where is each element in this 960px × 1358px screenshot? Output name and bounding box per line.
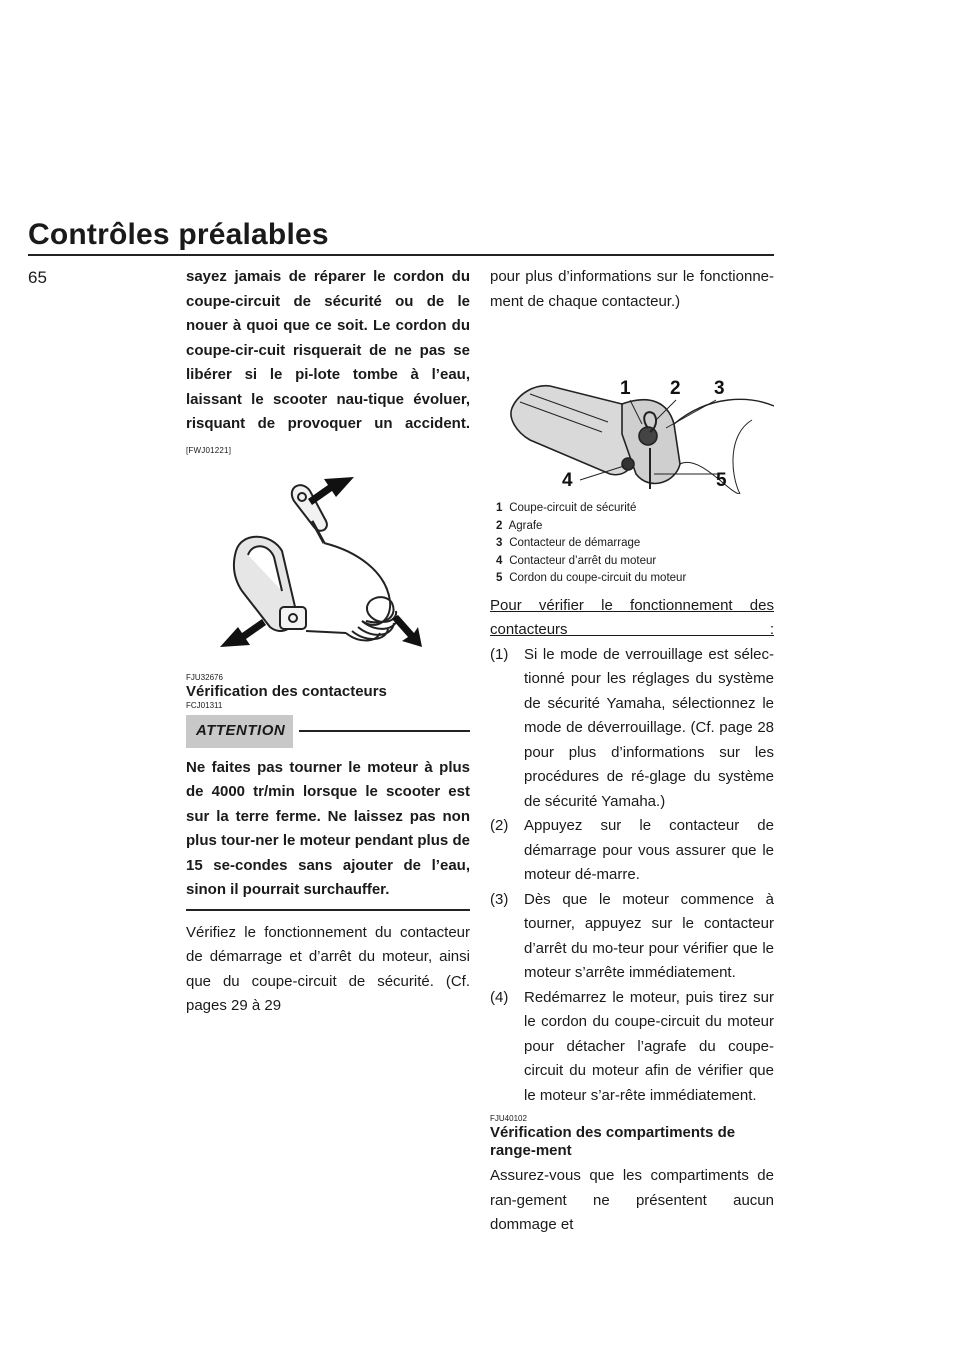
- attention-badge: ATTENTION: [186, 715, 293, 748]
- legend-item: 4 Contacteur d’arrêt du moteur: [496, 554, 657, 567]
- procedure-step: (3) Dès que le moteur commence à tourner, appuyez sur le contacteur d’arrêt du mo-teur pour vérifier que le moteur s’arrête immédiatement.: [490, 890, 774, 981]
- header-divider: [28, 254, 774, 256]
- procedure-heading: Pour vérifier le fonctionnement des contacteurs :: [490, 596, 774, 638]
- attention-end-divider: [186, 909, 470, 911]
- attention-divider: [299, 730, 470, 732]
- callout-1: 1: [620, 378, 631, 399]
- warning-text: sayez jamais de réparer le cordon du coupe-circuit de sécurité ou de le nouer à quoi que ce soit. Le cordon du coupe-cir-cuit risquerait de ne pas se libérer si le pi-lote tombe à l’eau, laissant le scooter nau-tique évoluer, risquant de provoquer un accident.: [186, 268, 470, 432]
- right-column: [490, 265, 774, 1238]
- body-paragraph: Vérifiez le fonctionnement du contacteur de démarrage et d’arrêt du moteur, ainsi que du coupe-circuit de sécurité. (Cf. pages 29 à 29: [186, 923, 470, 1014]
- procedure-step: (1) Si le mode de verrouillage est sélec-tionné pour les réglages du système de sécurité Yamaha, sélectionnez le mode de déverrouillage. (Cf. page 28 pour plus d’informations sur les procédures de ré-glage du système de sécurité Yamaha.): [490, 645, 774, 810]
- left-column: [186, 265, 470, 1019]
- legend-item: 3 Contacteur de démarrage: [496, 537, 641, 549]
- page-number: 65: [28, 268, 47, 287]
- legend-item: 1 Coupe-circuit de sécurité: [496, 502, 637, 514]
- callout-3: 3: [714, 378, 725, 399]
- attention-header: [186, 715, 470, 748]
- callout-5: 5: [716, 470, 727, 491]
- legend-item: 5 Cordon du coupe-circuit du moteur: [496, 572, 687, 584]
- continued-paragraph: pour plus d’informations sur le fonctionne-ment de chaque contacteur.): [490, 268, 774, 310]
- section-heading: Vérification des contacteurs: [186, 683, 387, 700]
- handlebar-switch-figure: [490, 324, 774, 494]
- legend-item: 2 Agrafe: [496, 519, 543, 532]
- warning-paragraph: [186, 265, 470, 463]
- section-code: FJU32676: [186, 673, 223, 682]
- attention-text: Ne faites pas tourner le moteur à plus de 4000 tr/min lorsque le scooter est sur la terre ferme. Ne laissez pas non plus tour-ner le moteur pendant plus de 15 se-condes sans ajouter de l’eau, sinon il pourrait surchauffer.: [186, 758, 470, 898]
- figure-legend: [496, 500, 774, 588]
- warning-code: [FWJ01221]: [186, 445, 232, 455]
- section2-heading: Vérification des compartiments de range-ment: [490, 1124, 736, 1159]
- procedure-step: (4) Redémarrez le moteur, puis tirez sur le cordon du coupe-circuit du moteur pour détacher l’agrafe du coupe-circuit du moteur afin de vérifier que le moteur s’ar-rête immédiatement.: [490, 988, 774, 1104]
- lanyard-figure: [186, 471, 470, 661]
- callout-2: 2: [670, 378, 681, 399]
- procedure-step: (2) Appuyez sur le contacteur de démarrage pour vous assurer que le moteur dé-marre.: [490, 817, 774, 883]
- callout-4: 4: [562, 470, 573, 491]
- page-title: Contrôles préalables: [28, 218, 329, 251]
- attention-code: FCJ01311: [186, 701, 223, 710]
- section2-code: FJU40102: [490, 1114, 527, 1123]
- section2-paragraph: Assurez-vous que les compartiments de ran-gement ne présentent aucun dommage et: [490, 1167, 774, 1233]
